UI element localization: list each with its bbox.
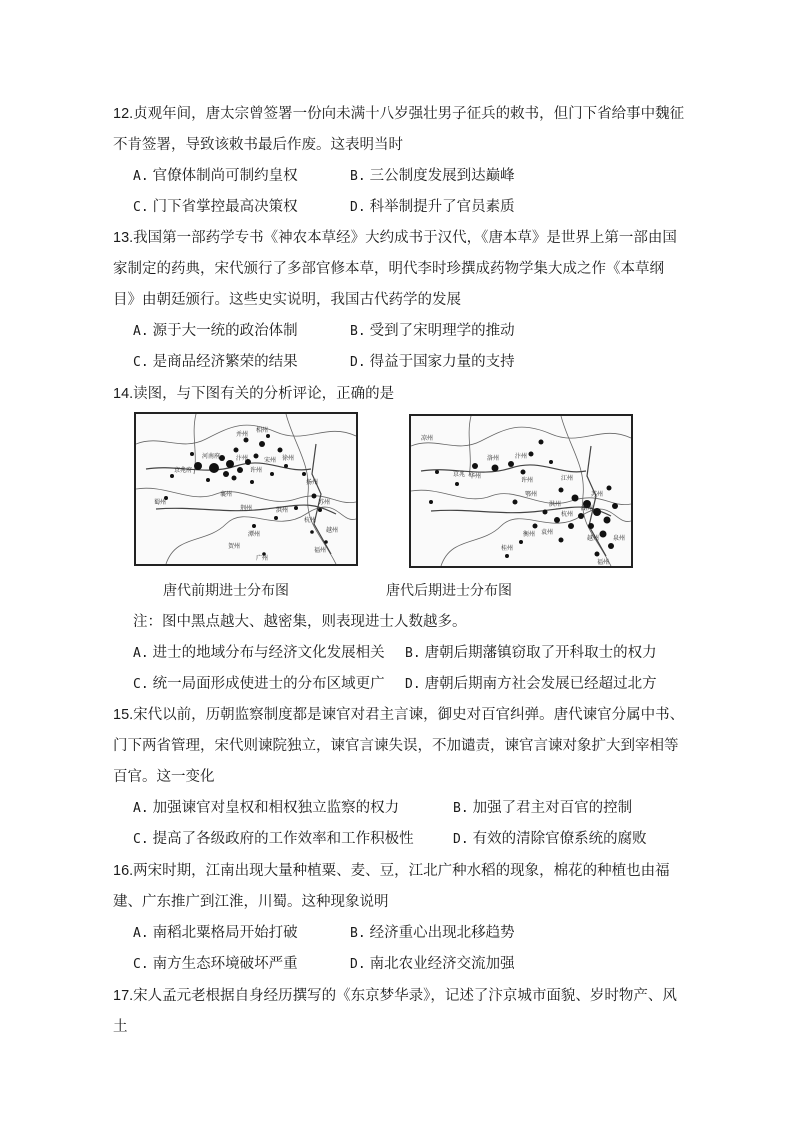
question-number: 15. <box>113 707 134 723</box>
svg-text:湖州: 湖州 <box>581 505 594 512</box>
question-stem: 17.宋人孟元老根据自身经历撰写的《东京梦华录》，记述了汴京城市面貌、岁时物产、风土 <box>113 988 677 1035</box>
options-row <box>113 192 685 223</box>
option-b: B. 加强了君主对百官的控制 <box>453 800 633 816</box>
question-16 <box>113 856 685 980</box>
svg-text:河南府: 河南府 <box>202 453 221 460</box>
svg-text:宋州: 宋州 <box>264 457 277 464</box>
options-row <box>113 161 685 192</box>
option-a: A. 官僚体制尚可制约皇权 <box>133 168 298 184</box>
svg-text:荆州: 荆州 <box>240 505 253 512</box>
options-row <box>113 347 685 378</box>
map-caption-early: 唐代前期进士分布图 <box>163 583 289 599</box>
svg-text:苏州: 苏州 <box>318 499 331 506</box>
map-late-tang <box>409 414 633 568</box>
svg-text:汴州: 汴州 <box>515 453 528 460</box>
svg-text:凉州: 凉州 <box>421 435 434 442</box>
option-d: D. 有效的清除官僚系统的腐败 <box>453 831 647 847</box>
question-number: 16. <box>113 863 134 879</box>
option-d: D. 科举制提升了官员素质 <box>350 199 515 215</box>
svg-text:杭州: 杭州 <box>561 511 574 518</box>
option-b: B. 三公制度发展到达巅峰 <box>350 168 515 184</box>
option-d: D. 唐朝后期南方社会发展已经超过北方 <box>405 676 657 692</box>
options-row <box>113 316 685 347</box>
question-stem: 14.读图，与下图有关的分析评论，正确的是 <box>113 386 395 402</box>
svg-text:襄州: 襄州 <box>220 491 233 498</box>
svg-text:潭州: 潭州 <box>248 531 261 538</box>
option-b: B. 经济重心出现北移趋势 <box>350 925 515 941</box>
question-stem: 12.贞观年间，唐太宗曾签署一份向未满十八岁强壮男子征兵的敕书，但门下省给事中魏征不肯签署，导致该敕书最后作废。这表明当时 <box>113 106 685 153</box>
svg-text:洪州: 洪州 <box>549 501 562 508</box>
svg-text:贺州: 贺州 <box>228 543 241 550</box>
svg-text:衡州: 衡州 <box>523 531 536 538</box>
option-b: B. 受到了宋明理学的推动 <box>350 323 515 339</box>
map-early-tang-image <box>136 414 356 564</box>
svg-text:鄂州: 鄂州 <box>525 491 538 498</box>
question-17 <box>113 981 685 1043</box>
svg-text:许州: 许州 <box>521 477 534 484</box>
question-number: 14. <box>113 386 134 402</box>
option-d: D. 得益于国家力量的支持 <box>350 354 515 370</box>
option-c: C. 南方生态环境破坏严重 <box>133 956 298 972</box>
svg-text:福州: 福州 <box>597 559 610 566</box>
option-c: C. 门下省掌控最高决策权 <box>133 199 298 215</box>
svg-text:并州: 并州 <box>236 431 249 438</box>
option-a: A. 源于大一统的政治体制 <box>133 323 298 339</box>
svg-text:福州: 福州 <box>314 547 327 554</box>
svg-text:汴州: 汴州 <box>236 455 249 462</box>
option-a: A. 南稻北粟格局开始打破 <box>133 925 298 941</box>
svg-text:广州: 广州 <box>256 555 269 562</box>
svg-text:泉州: 泉州 <box>613 535 626 542</box>
svg-text:华州: 华州 <box>469 473 482 480</box>
svg-text:杭州: 杭州 <box>304 517 317 524</box>
option-b: B. 唐朝后期藩镇窃取了开科取士的权力 <box>405 645 657 661</box>
question-12 <box>113 99 685 223</box>
svg-text:蜀州: 蜀州 <box>154 499 167 506</box>
svg-text:越州: 越州 <box>587 535 600 542</box>
svg-text:相州: 相州 <box>256 427 269 434</box>
option-d: D. 南北农业经济交流加强 <box>350 956 515 972</box>
svg-text:京兆: 京兆 <box>453 471 466 478</box>
svg-text:许州: 许州 <box>250 467 263 474</box>
map-early-tang <box>134 412 358 566</box>
options-row <box>113 824 685 855</box>
question-13 <box>113 223 685 378</box>
question-number: 13. <box>113 230 134 246</box>
svg-text:徐州: 徐州 <box>282 455 295 462</box>
svg-text:桂州: 桂州 <box>501 545 514 552</box>
svg-text:江州: 江州 <box>561 475 574 482</box>
svg-text:洪州: 洪州 <box>276 507 289 514</box>
options-row <box>113 638 685 669</box>
option-c: C. 统一局面形成使进士的分布区域更广 <box>133 676 385 692</box>
options-row <box>113 949 685 980</box>
question-stem: 16.两宋时期，江南出现大量种植粟、麦、豆，江北广种水稻的现象，棉花的种植也由福建、广东推广到江淮，川蜀。这种现象说明 <box>113 863 670 910</box>
svg-text:越州: 越州 <box>326 527 339 534</box>
question-stem: 13.我国第一部药学专书《神农本草经》大约成书于汉代，《唐本草》是世界上第一部由国家制定的药典，宋代颁行了多部官修本草，明代李时珍撰成药物学集大成之作《本草纲目》由朝廷颁行。这些史实说明，我国古代药学的发展 <box>113 230 677 308</box>
question-14-options <box>113 638 685 700</box>
option-c: C. 是商品经济繁荣的结果 <box>133 354 298 370</box>
svg-text:袁州: 袁州 <box>541 529 554 536</box>
option-a: A. 加强谏官对皇权和相权独立监察的权力 <box>133 800 400 816</box>
option-c: C. 提高了各级政府的工作效率和工作积极性 <box>133 831 414 847</box>
map-caption-late: 唐代后期进士分布图 <box>386 583 512 599</box>
question-number: 12. <box>113 106 134 122</box>
map-late-tang-image <box>411 416 631 566</box>
map-note: 注：图中黑点越大、越密集，则表现进士人数越多。 <box>133 614 467 630</box>
svg-text:苏州: 苏州 <box>591 491 604 498</box>
options-row <box>113 918 685 949</box>
question-number: 17. <box>113 988 134 1004</box>
question-14 <box>113 379 685 410</box>
options-row <box>113 669 685 700</box>
question-15 <box>113 700 685 855</box>
svg-text:京兆府: 京兆府 <box>174 467 193 474</box>
svg-text:洛州: 洛州 <box>487 455 500 462</box>
option-a: A. 进士的地域分布与经济文化发展相关 <box>133 645 385 661</box>
question-stem: 15.宋代以前，历朝监察制度都是谏官对君主言谏，御史对百官纠弹。唐代谏官分属中书、门下两省管理，宋代则谏院独立，谏官言谏失误，不加谴责，谏官言谏对象扩大到宰相等百官。这一变化 <box>113 707 685 785</box>
svg-text:扬州: 扬州 <box>306 479 319 486</box>
options-row <box>113 793 685 824</box>
